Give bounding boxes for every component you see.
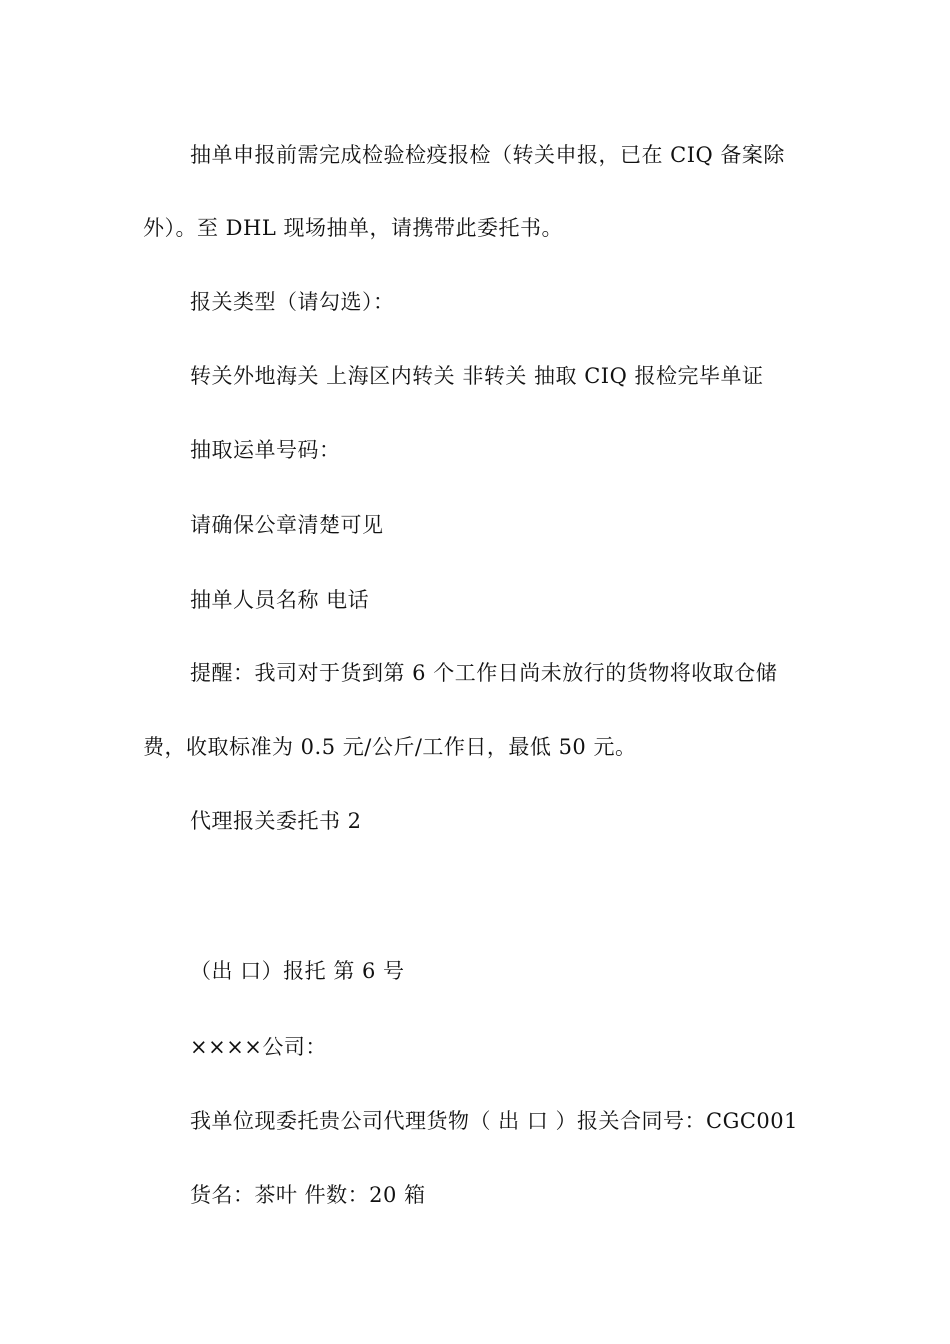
paragraph-line: 抽单申报前需完成检验检疫报检（转关申报，已在 CIQ 备案除 (190, 143, 785, 167)
section-heading: 代理报关委托书 2 (190, 809, 362, 833)
paragraph-line: ××××公司： (190, 1035, 327, 1059)
paragraph-line: 抽单人员名称 电话 (190, 588, 370, 612)
paragraph-line: 我单位现委托贵公司代理货物（ 出 口 ）报关合同号：CGC001 (190, 1109, 799, 1133)
paragraph-line: 报关类型（请勾选）： (190, 290, 395, 314)
paragraph-line: 请确保公章清楚可见 (190, 513, 384, 537)
paragraph-line: 抽取运单号码： (190, 438, 341, 462)
paragraph-line: 转关外地海关 上海区内转关 非转关 抽取 CIQ 报检完毕单证 (190, 364, 764, 388)
paragraph-line: 外）。至 DHL 现场抽单，请携带此委托书。 (143, 216, 563, 240)
paragraph-line: 费，收取标准为 0.5 元/公斤/工作日，最低 50 元。 (143, 735, 637, 759)
paragraph-line: （出 口）报托 第 6 号 (190, 959, 405, 983)
paragraph-line: 提醒：我司对于货到第 6 个工作日尚未放行的货物将收取仓储 (190, 661, 778, 685)
paragraph-line: 货名：茶叶 件数：20 箱 (190, 1183, 426, 1207)
